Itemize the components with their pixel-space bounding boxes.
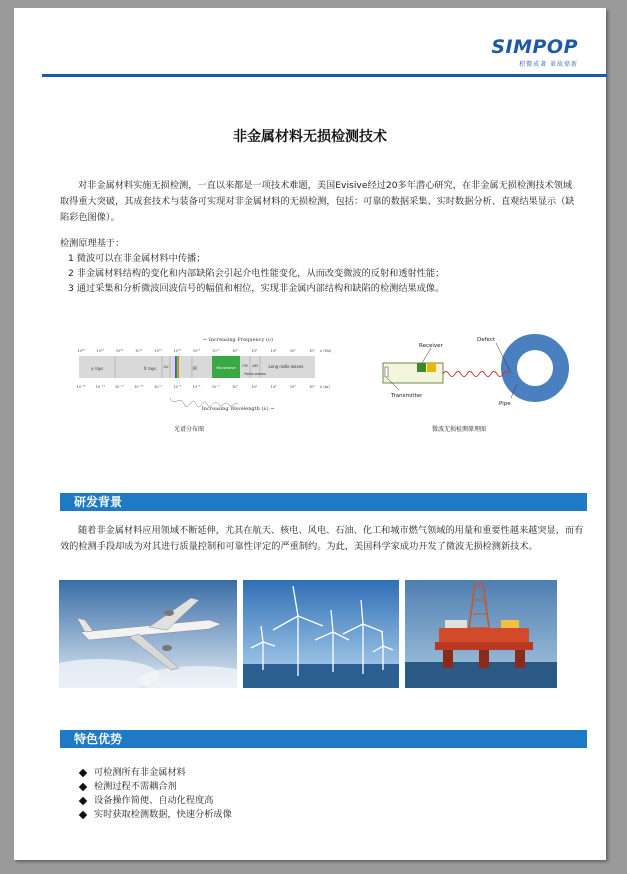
nu-unit: ν (Hz): [320, 349, 332, 353]
transmitter-label: Transmitter: [391, 393, 423, 399]
frequency-tick: 10⁸: [232, 349, 238, 353]
background-paragraph: 随着非金属材料应用领域不断延伸，尤其在航天、核电、风电、石油、化工和城市燃气领域的用量和重要性越来越突显，而有效的检测手段却成为对其进行质量控制和可靠性评定的严重制约。为此，美国科学家成功开发了微波无损检测新技术。: [60, 525, 584, 552]
frequency-tick: 10¹⁴: [173, 349, 181, 353]
wavelength-tick: 10⁻⁴: [192, 385, 201, 389]
wavelength-axis-label: Increasing Wavelength (λ) →: [201, 406, 275, 412]
wavelength-tick: 10⁻²: [211, 385, 220, 389]
principle-block: [60, 236, 580, 296]
wavelength-tick: 10⁻¹⁴: [95, 385, 105, 389]
frequency-tick: 10⁰: [309, 349, 315, 353]
wavelength-tick: 10⁻¹²: [114, 385, 125, 389]
frequency-ticks: [77, 349, 315, 353]
micro-caption: 微波无损检测原理图: [432, 426, 487, 433]
wavelength-tick: 10⁻⁸: [154, 385, 162, 389]
principle-item: 3 通过采集和分析微波回波信号的幅值和相位，实现非金属内部结构和缺陷的检测结果成像。: [68, 283, 445, 294]
frequency-tick: 10¹²: [192, 349, 201, 353]
band-ir: IR: [193, 366, 197, 371]
band-uv: UV: [163, 365, 169, 369]
pipe-label: Pipe: [499, 401, 511, 407]
document-page: [14, 8, 606, 860]
wind-turbine-photo: [243, 580, 399, 688]
spectrum-figure: [62, 336, 332, 424]
diamond-bullet-icon: [79, 783, 87, 791]
principle-item: 2 非金属材料结构的变化和内部缺陷会引起介电性能变化，从而改变微波的反射和透射性能；: [68, 268, 445, 279]
list-item: 设备操作简便、自动化程度高: [80, 794, 232, 808]
probe-window: [385, 367, 388, 377]
lambda-unit: λ (m): [320, 385, 330, 389]
page-title: 非金属材料无损检测技术: [233, 129, 387, 145]
receiver-label: Receiver: [419, 343, 443, 349]
wavelength-tick: 10⁸: [309, 385, 315, 389]
diamond-bullet-icon: [79, 769, 87, 777]
brand-logo: [491, 36, 578, 68]
band-radio-waves: Radio waves: [244, 372, 266, 376]
features-list: [80, 766, 232, 822]
principle-heading: 检测原理基于：: [60, 238, 125, 249]
section-features-header: 特色优势: [60, 730, 587, 748]
band-xray: X rays: [143, 366, 157, 371]
wavelength-tick: 10⁻⁶: [173, 385, 182, 389]
wavelength-tick: 10⁴: [270, 385, 277, 389]
list-item: 检测过程不需耦合剂: [80, 780, 232, 794]
band-fm: FM: [242, 364, 248, 368]
list-item: 实时获取检测数据，快速分析成像: [80, 808, 232, 822]
brand-name: SIMPOP: [491, 36, 578, 58]
wavelength-ticks: [76, 385, 315, 389]
frequency-tick: 10¹⁶: [154, 349, 162, 353]
frequency-tick: 10²⁴: [77, 349, 85, 353]
list-item: 可检测所有非金属材料: [80, 766, 232, 780]
frequency-tick: 10⁶: [251, 349, 258, 353]
spectrum-caption: 光谱分布图: [174, 426, 205, 433]
band-am: AM: [252, 364, 258, 368]
band-long-radio: Long radio waves: [268, 364, 304, 369]
frequency-tick: 10¹⁸: [135, 349, 143, 353]
wavelength-tick: 10⁶: [289, 385, 296, 389]
wavelength-tick: 10²: [251, 385, 258, 389]
visible-band: [175, 356, 179, 378]
header-rule: [42, 74, 607, 77]
section-background-header: 研发背景: [60, 493, 587, 511]
microwave-principle-figure: [371, 334, 576, 414]
brand-slogan: 积微成著 革故鼎新: [519, 61, 578, 68]
frequency-axis-label: ← Increasing Frequency (ν): [203, 337, 273, 343]
receiver-module: [417, 363, 426, 372]
band-microwave: Microwave: [216, 366, 236, 370]
frequency-tick: 10²⁰: [115, 349, 124, 353]
frequency-tick: 10²: [289, 349, 296, 353]
band-gamma: γ rays: [90, 366, 104, 371]
frequency-tick: 10⁴: [270, 349, 277, 353]
frequency-tick: 10²²: [96, 349, 104, 353]
airplane-photo: [59, 580, 237, 688]
diamond-bullet-icon: [79, 797, 87, 805]
wavelength-tick: 10⁻¹⁶: [76, 385, 86, 389]
oil-platform-photo: [405, 580, 557, 688]
principle-item: 1 微波可以在非金属材料中传播；: [68, 253, 206, 264]
intro-paragraph: 对非金属材料实施无损检测，一直以来都是一项技术难题，美国Evisive经过20多年潜心研究，在非金属无损检测技术领域取得重大突破，其成套技术与装备可实现对非金属材料的无损检测，包括：可靠的数据采集、实时数据分析、直观结果显示（缺陷彩色图像）。: [60, 180, 575, 223]
microwave-signal: [443, 372, 509, 377]
diamond-bullet-icon: [79, 811, 87, 819]
wavelength-tick: 10⁰: [232, 385, 238, 389]
defect-label: Defect: [477, 337, 496, 343]
wavelength-tick: 10⁻¹⁰: [134, 385, 144, 389]
transmitter-module: [427, 363, 436, 372]
frequency-tick: 10¹⁰: [212, 349, 220, 353]
